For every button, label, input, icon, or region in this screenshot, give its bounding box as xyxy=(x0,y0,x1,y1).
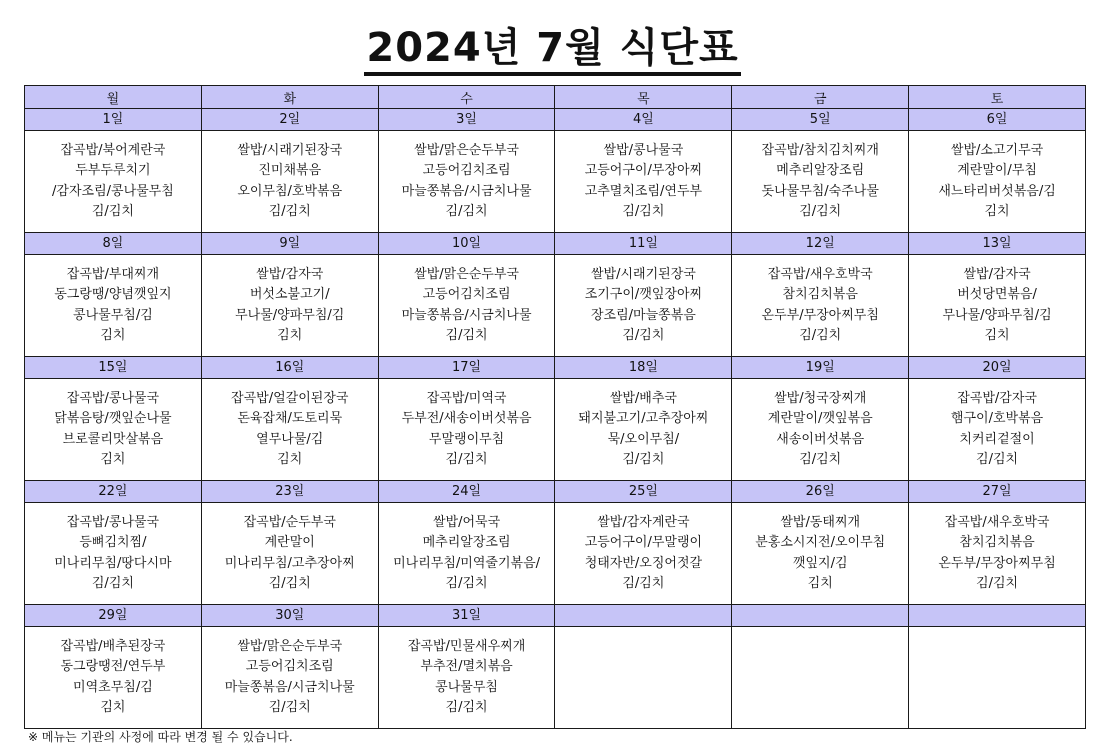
menu-item-line: 김/김치 xyxy=(799,452,842,467)
meal-cell-wed xyxy=(378,503,555,605)
menu-item-line: 마늘쫑볶음/시금치나물 xyxy=(401,307,532,323)
menu-item-line: 잡곡밥/민물새우찌개 xyxy=(407,638,526,654)
meal-row xyxy=(25,627,1086,729)
meal-cell-wed xyxy=(378,627,555,729)
weekday-header-mon: 월 xyxy=(25,86,202,109)
date-cell-thu: 18일 xyxy=(555,357,732,379)
date-cell-wed: 24일 xyxy=(378,481,555,503)
menu-item-line: 김치 xyxy=(277,452,303,467)
menu-item-line: 잡곡밥/새우호박국 xyxy=(944,514,1050,530)
menu-item-line: 두부두루치기 xyxy=(75,163,151,178)
menu-item-line: 김/김치 xyxy=(622,576,665,591)
menu-item-line: 고등어구이/무말랭이 xyxy=(584,535,703,550)
menu-item-line: 김치 xyxy=(100,700,126,715)
menu-item-line: 쌀밥/동태찌개 xyxy=(780,514,861,530)
meal-cell-thu xyxy=(555,131,732,233)
date-cell-mon: 15일 xyxy=(25,357,202,379)
weekday-header-thu: 목 xyxy=(555,86,732,109)
meal-cell-thu xyxy=(555,255,732,357)
menu-item-line: 미나리무침/고추장아찌 xyxy=(224,555,355,571)
menu-item-line: 동그랑땡/양념깻잎지 xyxy=(54,287,172,302)
date-cell-fri: 19일 xyxy=(732,357,909,379)
meal-cell-fri xyxy=(732,503,909,605)
menu-item-line: 고등어김치조림 xyxy=(422,287,511,302)
menu-item-line: 김/김치 xyxy=(91,204,134,219)
menu-item-line: 계란말이/무침 xyxy=(957,163,1037,178)
menu-item-line: 김치 xyxy=(807,576,833,591)
page-title-text: 2024년 7월 식단표 xyxy=(364,25,740,76)
meal-row xyxy=(25,255,1086,357)
menu-item-line: 메추리알장조림 xyxy=(422,535,511,550)
date-cell-tue: 9일 xyxy=(201,233,378,255)
menu-item-line: 김치 xyxy=(277,328,303,343)
date-cell-mon: 8일 xyxy=(25,233,202,255)
meal-row xyxy=(25,131,1086,233)
menu-item-line: 김/김치 xyxy=(268,700,311,715)
menu-item-line: 잡곡밥/미역국 xyxy=(426,390,507,406)
date-cell-sat xyxy=(909,605,1086,627)
meal-calendar-table xyxy=(24,85,1086,729)
menu-item-line: 쌀밥/맑은순두부국 xyxy=(414,142,519,158)
menu-item-line: 무말랭이무침 xyxy=(428,431,505,447)
meal-cell-sat xyxy=(909,255,1086,357)
menu-item-line: 쌀밥/시래기된장국 xyxy=(237,142,343,158)
menu-item-line: 고등어구이/무장아찌 xyxy=(584,163,703,178)
menu-item-line: 참치김치볶음 xyxy=(782,287,858,302)
date-cell-fri: 5일 xyxy=(732,109,909,131)
date-cell-fri: 12일 xyxy=(732,233,909,255)
menu-item-line: 쌀밥/맑은순두부국 xyxy=(237,638,343,654)
menu-item-line: 김/김치 xyxy=(799,204,842,219)
menu-item-line: 잡곡밥/감자국 xyxy=(957,390,1037,406)
meal-cell-thu xyxy=(555,503,732,605)
meal-cell-fri xyxy=(732,255,909,357)
menu-item-line: 김/김치 xyxy=(445,576,488,591)
meal-cell-mon xyxy=(25,379,202,481)
meal-cell-fri xyxy=(732,131,909,233)
date-cell-thu xyxy=(555,605,732,627)
date-cell-thu: 11일 xyxy=(555,233,732,255)
date-cell-mon: 22일 xyxy=(25,481,202,503)
menu-item-line: 장조림/마늘쫑볶음 xyxy=(590,307,696,323)
menu-item-line: 분홍소시지전/오이무침 xyxy=(755,535,886,550)
menu-item-line: 김/김치 xyxy=(445,452,488,467)
menu-item-line: 햄구이/호박볶음 xyxy=(950,411,1044,426)
weekday-header-wed: 수 xyxy=(378,86,555,109)
menu-item-line: 김/김치 xyxy=(622,452,665,467)
menu-item-line: 콩나물무침/김 xyxy=(73,307,153,323)
menu-item-line: 잡곡밥/얼갈이된장국 xyxy=(231,390,349,406)
date-cell-sat: 6일 xyxy=(909,109,1086,131)
menu-item-line: 온두부/무장아찌무침 xyxy=(761,307,879,323)
menu-item-line: 김치 xyxy=(984,204,1010,219)
meal-cell-sat xyxy=(909,503,1086,605)
menu-item-line: 새느타리버섯볶음/김 xyxy=(938,183,1056,199)
menu-item-line: 부추전/멸치볶음 xyxy=(420,659,513,674)
menu-item-line: 콩나물무침 xyxy=(435,679,498,695)
date-cell-thu: 25일 xyxy=(555,481,732,503)
weekday-header-sat: 토 xyxy=(909,86,1086,109)
weekday-header-tue: 화 xyxy=(201,86,378,109)
menu-item-line: 쌀밥/콩나물국 xyxy=(603,142,684,158)
meal-cell-wed xyxy=(378,379,555,481)
menu-item-line: 돼지불고기/고추장아찌 xyxy=(578,411,709,426)
menu-item-line: 김치 xyxy=(984,328,1010,343)
menu-item-line: 잡곡밥/콩나물국 xyxy=(66,514,160,530)
menu-item-line: 마늘쫑볶음/시금치나물 xyxy=(224,679,355,695)
meal-cell-sat xyxy=(909,131,1086,233)
menu-item-line: 참치김치볶음 xyxy=(959,535,1035,550)
menu-item-line: 동그랑땡전/연두부 xyxy=(60,659,166,674)
weekday-header-row xyxy=(25,86,1086,109)
date-cell-tue: 30일 xyxy=(201,605,378,627)
menu-item-line: 돈육잡채/도토리묵 xyxy=(237,411,343,426)
meal-cell-fri xyxy=(732,627,909,729)
menu-item-line: 치커리겉절이 xyxy=(959,431,1035,447)
menu-item-line: 쌀밥/소고기무국 xyxy=(950,142,1044,158)
menu-item-line: 김치 xyxy=(100,452,126,467)
menu-item-line: 김/김치 xyxy=(268,576,311,591)
date-cell-tue: 23일 xyxy=(201,481,378,503)
meal-cell-tue xyxy=(201,379,378,481)
date-cell-sat: 20일 xyxy=(909,357,1086,379)
menu-item-line: 잡곡밥/북어계란국 xyxy=(60,142,166,158)
menu-item-line: 김/김치 xyxy=(268,204,311,219)
menu-item-line: 미나리무침/미역줄기볶음/ xyxy=(393,555,541,571)
menu-item-line: 오이무침/호박볶음 xyxy=(237,183,343,199)
menu-item-line: 마늘쫑볶음/시금치나물 xyxy=(401,183,532,199)
page-title xyxy=(0,22,1105,74)
meal-cell-fri xyxy=(732,379,909,481)
menu-item-line: 김/김치 xyxy=(91,576,134,591)
date-cell-wed: 17일 xyxy=(378,357,555,379)
date-cell-mon: 1일 xyxy=(25,109,202,131)
menu-change-notice: ※ 메뉴는 기관의 사정에 따라 변경 될 수 있습니다. xyxy=(28,730,293,744)
menu-item-line: 미나리무침/땅다시마 xyxy=(54,555,172,571)
menu-item-line: 묵/오이무침/ xyxy=(607,431,680,447)
menu-item-line: 김/김치 xyxy=(799,328,842,343)
meal-cell-tue xyxy=(201,131,378,233)
menu-item-line: 새송이버섯볶음 xyxy=(776,431,865,447)
menu-item-line: 브로콜리맛살볶음 xyxy=(62,431,164,447)
menu-item-line: 김/김치 xyxy=(976,452,1019,467)
menu-item-line: 고등어김치조림 xyxy=(422,163,511,178)
menu-item-line: 버섯소불고기/ xyxy=(249,287,330,302)
menu-item-line: 쌀밥/시래기된장국 xyxy=(590,266,696,282)
menu-item-line: 쌀밥/감자국 xyxy=(256,266,324,282)
menu-item-line: 메추리알장조림 xyxy=(776,163,865,178)
menu-item-line: 쌀밥/감자국 xyxy=(963,266,1031,282)
menu-item-line: 온두부/무장아찌무침 xyxy=(938,555,1056,571)
menu-item-line: 쌀밥/맑은순두부국 xyxy=(414,266,519,282)
menu-item-line: 김/김치 xyxy=(445,204,488,219)
date-row xyxy=(25,357,1086,379)
date-row xyxy=(25,605,1086,627)
calendar-body xyxy=(25,109,1086,729)
menu-item-line: 진미채볶음 xyxy=(258,163,322,178)
menu-item-line: 잡곡밥/부대찌개 xyxy=(66,266,160,282)
date-cell-mon: 29일 xyxy=(25,605,202,627)
meal-cell-wed xyxy=(378,131,555,233)
date-row xyxy=(25,233,1086,255)
menu-item-line: 김/김치 xyxy=(976,576,1019,591)
menu-item-line: 쌀밥/배추국 xyxy=(609,390,677,406)
menu-item-line: 청태자반/오징어젓갈 xyxy=(584,555,703,571)
meal-cell-mon xyxy=(25,627,202,729)
menu-item-line: 쌀밥/청국장찌개 xyxy=(774,390,867,406)
menu-item-line: 고추멸치조림/연두부 xyxy=(584,183,703,199)
meal-cell-mon xyxy=(25,255,202,357)
meal-cell-sat xyxy=(909,627,1086,729)
menu-item-line: 깻잎지/김 xyxy=(792,555,848,571)
menu-item-line: /감자조림/콩나물무침 xyxy=(52,183,174,199)
date-cell-sat: 13일 xyxy=(909,233,1086,255)
meal-cell-tue xyxy=(201,503,378,605)
meal-cell-tue xyxy=(201,255,378,357)
date-cell-wed: 31일 xyxy=(378,605,555,627)
meal-row xyxy=(25,503,1086,605)
menu-item-line: 김/김치 xyxy=(622,328,665,343)
meal-row xyxy=(25,379,1086,481)
meal-cell-thu xyxy=(555,627,732,729)
menu-item-line: 버섯당면볶음/ xyxy=(957,287,1037,302)
menu-item-line: 잡곡밥/참치김치찌개 xyxy=(761,142,879,158)
menu-item-line: 고등어김치조림 xyxy=(245,659,334,674)
menu-item-line: 계란말이 xyxy=(264,535,315,550)
meal-cell-thu xyxy=(555,379,732,481)
menu-item-line: 김/김치 xyxy=(622,204,665,219)
date-cell-tue: 2일 xyxy=(201,109,378,131)
meal-cell-mon xyxy=(25,131,202,233)
menu-item-line: 돗나물무침/숙주나물 xyxy=(761,183,879,199)
date-cell-fri: 26일 xyxy=(732,481,909,503)
menu-item-line: 쌀밥/감자계란국 xyxy=(597,514,690,530)
menu-item-line: 미역초무침/김 xyxy=(73,679,153,695)
menu-item-line: 김치 xyxy=(100,328,126,343)
date-row xyxy=(25,109,1086,131)
menu-item-line: 무나물/양파무침/김 xyxy=(942,307,1052,323)
menu-item-line: 계란말이/깻잎볶음 xyxy=(767,411,873,426)
menu-item-line: 잡곡밥/배추된장국 xyxy=(60,638,166,654)
menu-item-line: 잡곡밥/새우호박국 xyxy=(767,266,873,282)
date-cell-wed: 3일 xyxy=(378,109,555,131)
menu-item-line: 열무나물/김 xyxy=(256,431,324,447)
meal-cell-sat xyxy=(909,379,1086,481)
menu-item-line: 닭볶음탕/깻잎순나물 xyxy=(54,411,172,426)
meal-cell-wed xyxy=(378,255,555,357)
date-cell-fri xyxy=(732,605,909,627)
date-cell-thu: 4일 xyxy=(555,109,732,131)
menu-item-line: 김/김치 xyxy=(445,700,488,715)
menu-item-line: 잡곡밥/콩나물국 xyxy=(66,390,160,406)
date-cell-sat: 27일 xyxy=(909,481,1086,503)
menu-item-line: 무나물/양파무침/김 xyxy=(235,307,345,323)
menu-item-line: 쌀밥/어묵국 xyxy=(432,514,501,530)
meal-cell-tue xyxy=(201,627,378,729)
menu-item-line: 조기구이/깻잎장아찌 xyxy=(584,287,703,302)
menu-item-line: 김/김치 xyxy=(445,328,488,343)
date-row xyxy=(25,481,1086,503)
menu-item-line: 두부전/새송이버섯볶음 xyxy=(401,411,532,426)
menu-item-line: 등뼈김치찜/ xyxy=(79,535,147,550)
meal-cell-mon xyxy=(25,503,202,605)
date-cell-wed: 10일 xyxy=(378,233,555,255)
menu-item-line: 잡곡밥/순두부국 xyxy=(243,514,336,530)
weekday-header-fri: 금 xyxy=(732,86,909,109)
date-cell-tue: 16일 xyxy=(201,357,378,379)
